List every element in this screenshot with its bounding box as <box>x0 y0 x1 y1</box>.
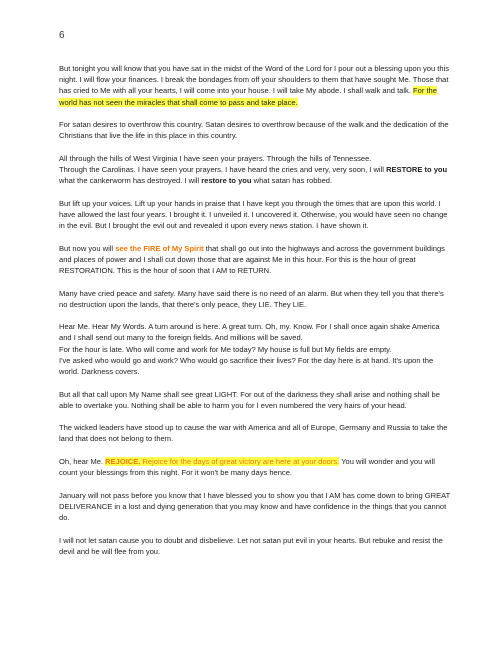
p10-text-b: You will wonder and you will count your blessings from this night. For it won't be many days hence. <box>59 456 435 478</box>
paragraph-10 <box>59 456 451 478</box>
paragraph-11: January will not pass before you know that I have blessed you to show you that I AM has come down to bring GREAT DELIVERANCE in a lost and dying generation that you may know and have confidence in the things that you cannot do. <box>59 490 451 523</box>
p1-highlight: For the world has not seen the miracles that shall come to pass and take place. <box>59 86 437 107</box>
p3-line-2: Through the Carolinas. I have seen your prayers. I have heard the cries and very, very soon, I will <box>59 165 387 175</box>
p1-text: But tonight you will know that you have sat in the midst of the Word of the Lord for I pour out a blessing upon you this night. I will flow your finances. I break the bondages from off your shoulders to them that have sought Me. Those that has cried to Me with all your hearts, I will come into your house. I will take My abode. I shall walk and talk. <box>59 64 450 96</box>
paragraph-12: I will not let satan cause you to doubt and disbelieve. Let not satan put evil in your hearts. But rebuke and resist the devil and he will flee from you. <box>59 535 443 556</box>
paragraph-2: For satan desires to overthrow this country. Satan desires to overthrow because of the walk and the dedication of the Christians that live the life in this place in this country. <box>59 120 449 141</box>
paragraph-5 <box>59 243 451 277</box>
p5-text-b: that shall go out into the highways and across the government buildings and places of power and I shall cut down those that are against Me in this hour. For this is the hour of great RESTORATION. This is the hour of soon that I AM to RETURN. <box>59 243 445 276</box>
p10-orange-rejoice: REJOICE. <box>105 456 141 466</box>
p5-text-a: But now you will <box>59 243 116 253</box>
p3-line-1: All through the hills of West Virginia I have seen your prayers. Through the hills of Tennessee. <box>59 153 372 163</box>
p3-text-c: what the cankerworm has destroyed. I will <box>59 176 202 186</box>
p7-line-2: For the hour is late. Who will come and work for Me today? My house is full but My fields are empty. <box>59 344 392 354</box>
paragraph-6: Many have cried peace and safety. Many have said there is no need of an alarm. But when they tell you that there's no destruction upon the lands, that there's only peace, they LIE. They LIE. <box>59 288 444 309</box>
document-body <box>59 63 451 568</box>
p3-text-d: what satan has robbed. <box>251 176 333 186</box>
page-number: 6 <box>59 30 65 41</box>
p3-bold-restore: RESTORE to you <box>386 165 448 175</box>
paragraph-1 <box>59 63 451 108</box>
p3-bold-restore-2: restore to you <box>201 176 252 186</box>
p5-orange-fire: see the FIRE of My Spirit <box>115 243 204 253</box>
p7-line-1: Hear Me. Hear My Words. A turn around is here. A great turn. Oh, my. Know. For I shall once again shake America and I shall send out many to the foreign fields. And millions will be saved. <box>59 322 440 343</box>
paragraph-4: But lift up your voices. Lift up your hands in praise that I have kept you through the times that are upon this world. I have allowed the last four years. I brought it. I unveiled it. I uncovered it. Otherwise, you would have seen no change in the evil. But I brought the evil out and revealed it upon every news station. I have shown it. <box>59 198 448 231</box>
p10-text-a: Oh, hear Me. <box>59 456 106 466</box>
paragraph-3 <box>59 153 451 187</box>
paragraph-9: The wicked leaders have stood up to cause the war with America and all of Europe, Germany and Russia to take the land that does not belong to them. <box>59 423 448 444</box>
paragraph-7 <box>59 321 451 377</box>
p7-line-3: I've asked who would go and work? Who would go sacrifice their lives? For the day here is at hand. It's upon the world. Darkness covers. <box>59 355 434 377</box>
p10-highlight: Rejoice for the days of great victory are here at your doors. <box>142 456 340 466</box>
paragraph-8: But all that call upon My Name shall see great LIGHT. For out of the darkness they shall arise and nothing shall be able to overtake you. Nothing shall be able to harm you for I even numbered the very hairs of your head. <box>59 389 440 410</box>
